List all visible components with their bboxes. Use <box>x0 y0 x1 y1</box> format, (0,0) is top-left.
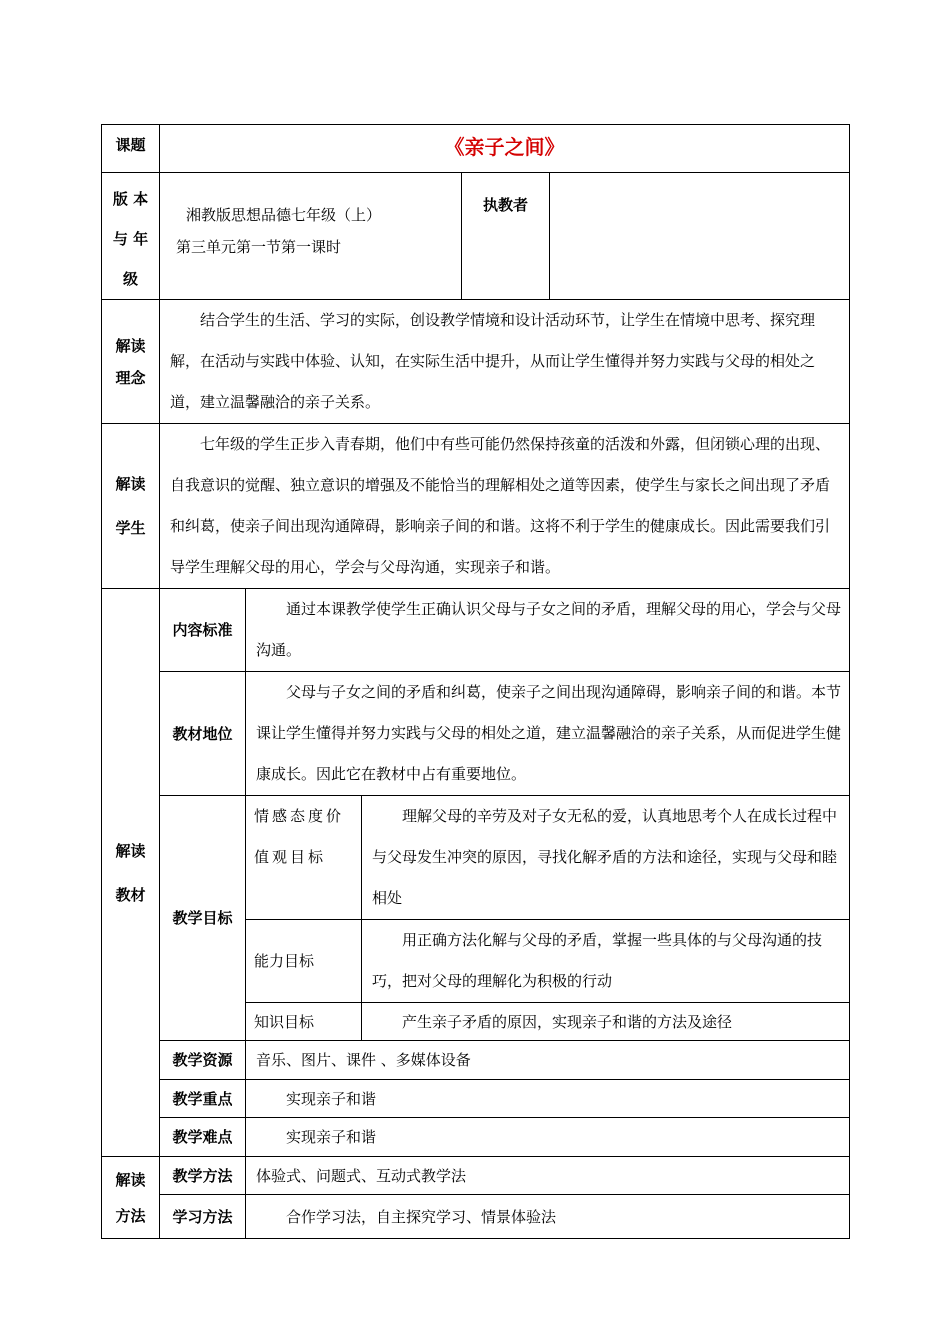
key-point-text: 实现亲子和谐 <box>286 1089 377 1108</box>
teaching-method-cell <box>246 1157 850 1195</box>
teacher-value <box>550 173 850 300</box>
concept-text: 结合学生的生活、学习的实际，创设教学情境和设计活动环节，让学生在情境中思考、探究理解，在活动与实践中体验、认知，在实际生活中提升，从而让学生懂得并努力实践与父母的相处之道，建立温馨融洽的亲子关系。 <box>170 311 816 411</box>
position-text: 父母与子女之间的矛盾和纠葛，使亲子之间出现沟通障碍，影响亲子间的和谐。本节课让学生懂得并努力实践与父母的相处之道，建立温馨融洽的亲子关系，从而促进学生健康成长。因此它在教材中占有重要地位。 <box>256 683 842 783</box>
teacher-label: 执教者 <box>462 173 550 300</box>
difficulty-label: 教学难点 <box>160 1118 246 1157</box>
students-label: 解读 学生 <box>102 424 160 589</box>
learning-method-text: 合作学习法，自主探究学习、情景体验法 <box>286 1207 557 1226</box>
concept-text-cell <box>160 300 850 424</box>
ability-objective-cell <box>362 920 850 1003</box>
lesson-plan-table <box>101 124 850 1239</box>
knowledge-objective-label-cell <box>246 1003 362 1041</box>
edition-label: 版 本 与 年 级 <box>102 173 160 300</box>
position-cell <box>246 672 850 796</box>
resources-label: 教学资源 <box>160 1041 246 1080</box>
emotion-objective-cell <box>362 796 850 920</box>
knowledge-objective-text: 产生亲子矛盾的原因，实现亲子和谐的方法及途径 <box>402 1012 733 1031</box>
edition-line-2: 第三单元第一节第一课时 <box>176 238 342 256</box>
learning-method-cell <box>246 1195 850 1239</box>
teaching-method-text: 体验式、问题式、互动式教学法 <box>256 1166 467 1185</box>
resources-cell <box>246 1041 850 1080</box>
edition-line-1: 湘教版思想品德七年级（上） <box>186 206 382 224</box>
concept-label: 解读 理念 <box>102 300 160 424</box>
lesson-title: 《亲子之间》 <box>444 135 565 159</box>
learning-method-label: 学习方法 <box>160 1195 246 1239</box>
difficulty-text: 实现亲子和谐 <box>286 1128 377 1146</box>
edition-value <box>160 173 462 300</box>
position-label: 教材地位 <box>160 672 246 796</box>
key-point-label: 教学重点 <box>160 1080 246 1118</box>
objectives-label: 教学目标 <box>160 796 246 1041</box>
ability-objective-text: 用正确方法化解与父母的矛盾，掌握一些具体的与父母沟通的技巧，把对父母的理解化为积极的行动 <box>372 931 823 990</box>
ability-objective-label: 能力目标 <box>254 952 315 970</box>
content-standard-text: 通过本课教学使学生正确认识父母与子女之间的矛盾，理解父母的用心，学会与父母沟通。 <box>256 600 842 659</box>
resources-text: 音乐、图片、课件 、多媒体设备 <box>256 1051 471 1069</box>
topic-label: 课题 <box>102 125 160 173</box>
knowledge-objective-label: 知识目标 <box>254 1012 315 1031</box>
emotion-objective-text: 理解父母的辛劳及对子女无私的爱，认真地思考个人在成长过程中与父母发生冲突的原因，寻找化解矛盾的方法和途径，实现与父母和睦相处 <box>372 807 838 907</box>
knowledge-objective-cell <box>362 1003 850 1041</box>
materials-label: 解读 教材 <box>102 589 160 1157</box>
key-point-cell <box>246 1080 850 1118</box>
ability-objective-label-cell <box>246 920 362 1003</box>
content-standard-cell <box>246 589 850 672</box>
methods-label: 解读 方法 <box>102 1157 160 1239</box>
difficulty-cell <box>246 1118 850 1157</box>
teaching-method-label: 教学方法 <box>160 1157 246 1195</box>
students-text-cell <box>160 424 850 589</box>
topic-title-cell <box>160 125 850 173</box>
emotion-objective-label-cell <box>246 796 362 920</box>
emotion-objective-label: 情感态度价值观目标 <box>254 807 345 866</box>
content-standard-label: 内容标准 <box>160 589 246 672</box>
students-text: 七年级的学生正步入青春期，他们中有些可能仍然保持孩童的活泼和外露，但闭锁心理的出现、自我意识的觉醒、独立意识的增强及不能恰当的理解相处之道等因素，使学生与家长之间出现了矛盾和纠葛，使亲子间出现沟通障碍，影响亲子间的和谐。这将不利于学生的健康成长。因此需要我们引导学生理解父母的用心，学会与父母沟通，实现亲子和谐。 <box>170 435 831 576</box>
